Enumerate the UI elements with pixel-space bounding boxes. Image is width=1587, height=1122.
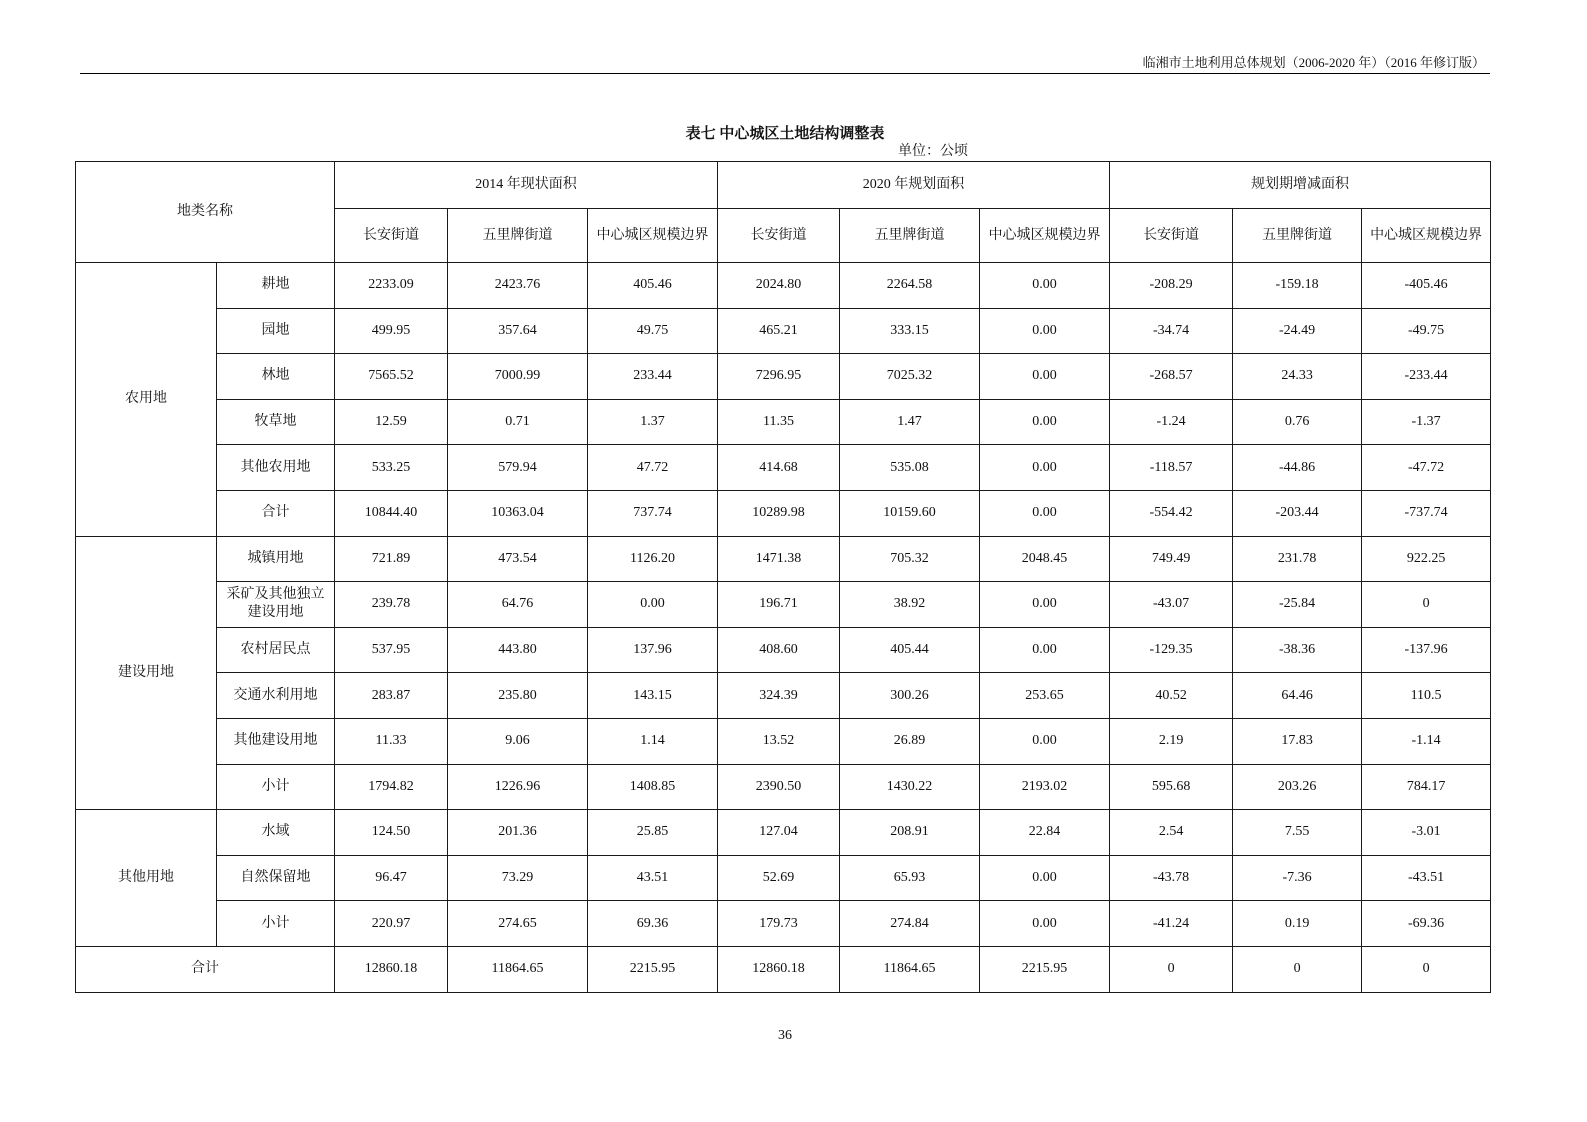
subheader-2020-wulipai: 五里牌街道 (840, 209, 980, 263)
cell-2014-wulipai: 0.71 (448, 399, 588, 445)
cell-change-boundary: -43.51 (1362, 855, 1491, 901)
cell-2020-wulipai: 65.93 (840, 855, 980, 901)
cell-2020-wulipai: 300.26 (840, 673, 980, 719)
cell-2020-boundary: 0.00 (980, 354, 1110, 400)
table-row (76, 536, 1491, 582)
cell-2020-changan: 414.68 (718, 445, 840, 491)
cell-change-wulipai: 17.83 (1233, 718, 1362, 764)
cell-2014-changan: 239.78 (335, 582, 448, 628)
cell-2020-wulipai: 7025.32 (840, 354, 980, 400)
cell-change-wulipai: 231.78 (1233, 536, 1362, 582)
cell-change-wulipai: -44.86 (1233, 445, 1362, 491)
cell-2020-changan: 2390.50 (718, 764, 840, 810)
cell-change-wulipai: -38.36 (1233, 627, 1362, 673)
cell-2020-wulipai: 535.08 (840, 445, 980, 491)
subheader-2014-wulipai: 五里牌街道 (448, 209, 588, 263)
cell-change-wulipai: 64.46 (1233, 673, 1362, 719)
group-header-2020: 2020 年规划面积 (718, 162, 1110, 209)
cell-change-boundary: 922.25 (1362, 536, 1491, 582)
cell-2020-wulipai: 38.92 (840, 582, 980, 628)
cell-2020-wulipai: 705.32 (840, 536, 980, 582)
cell-2020-changan: 324.39 (718, 673, 840, 719)
table-row (76, 354, 1491, 400)
cell-change-wulipai: 203.26 (1233, 764, 1362, 810)
cell-2020-changan: 196.71 (718, 582, 840, 628)
cell-2014-changan: 499.95 (335, 308, 448, 354)
cell-change-boundary: -1.14 (1362, 718, 1491, 764)
row-label (217, 582, 335, 628)
cell-2014-boundary: 43.51 (588, 855, 718, 901)
cell-change-boundary: -737.74 (1362, 490, 1491, 536)
cell-change-boundary: -1.37 (1362, 399, 1491, 445)
grand-total-row (76, 946, 1491, 992)
cell-2014-changan: 10844.40 (335, 490, 448, 536)
cell-2020-boundary: 0.00 (980, 445, 1110, 491)
cell-2014-changan: 283.87 (335, 673, 448, 719)
grand-total-label: 合计 (76, 946, 335, 992)
table-row (76, 263, 1491, 309)
row-label-line: 建设用地 (247, 605, 304, 621)
cell-2020-boundary: 2215.95 (980, 946, 1110, 992)
cell-2020-changan: 11.35 (718, 399, 840, 445)
subheader-2020-boundary: 中心城区规模边界 (980, 209, 1110, 263)
cell-change-boundary: 0 (1362, 946, 1491, 992)
cell-change-boundary: 784.17 (1362, 764, 1491, 810)
cell-2020-boundary: 0.00 (980, 582, 1110, 628)
row-label-line: 采矿及其他独立 (226, 587, 325, 603)
cell-2014-boundary: 47.72 (588, 445, 718, 491)
cell-2014-wulipai: 9.06 (448, 718, 588, 764)
cell-2020-boundary: 0.00 (980, 855, 1110, 901)
category-cell: 农用地 (76, 263, 217, 537)
cell-2014-boundary: 137.96 (588, 627, 718, 673)
cell-2014-changan: 537.95 (335, 627, 448, 673)
cell-2014-boundary: 49.75 (588, 308, 718, 354)
cell-2014-changan: 220.97 (335, 901, 448, 947)
cell-2014-changan: 1794.82 (335, 764, 448, 810)
cell-change-changan: -43.07 (1110, 582, 1233, 628)
cell-change-changan: 749.49 (1110, 536, 1233, 582)
cell-change-wulipai: 24.33 (1233, 354, 1362, 400)
unit-label: 单位：公顷 (898, 144, 968, 159)
cell-2020-boundary: 0.00 (980, 399, 1110, 445)
cell-2020-changan: 52.69 (718, 855, 840, 901)
cell-change-changan: -41.24 (1110, 901, 1233, 947)
land-structure-table (75, 161, 1491, 993)
row-label: 小计 (217, 901, 335, 947)
cell-2020-wulipai: 405.44 (840, 627, 980, 673)
cell-change-changan: 40.52 (1110, 673, 1233, 719)
cell-change-boundary: -47.72 (1362, 445, 1491, 491)
cell-change-changan: 2.19 (1110, 718, 1233, 764)
row-label: 水域 (217, 810, 335, 856)
subheader-change-wulipai: 五里牌街道 (1233, 209, 1362, 263)
cell-change-changan: -34.74 (1110, 308, 1233, 354)
cell-2020-changan: 408.60 (718, 627, 840, 673)
cell-2020-boundary: 253.65 (980, 673, 1110, 719)
cell-2014-wulipai: 73.29 (448, 855, 588, 901)
table-caption: 表七 中心城区土地结构调整表 (685, 126, 885, 142)
row-label: 合计 (217, 490, 335, 536)
cell-2020-changan: 2024.80 (718, 263, 840, 309)
cell-2014-wulipai: 64.76 (448, 582, 588, 628)
cell-2020-boundary: 0.00 (980, 901, 1110, 947)
cell-change-changan: -268.57 (1110, 354, 1233, 400)
cell-change-wulipai: -203.44 (1233, 490, 1362, 536)
row-label: 交通水利用地 (217, 673, 335, 719)
cell-2020-wulipai: 1.47 (840, 399, 980, 445)
cell-2020-boundary: 22.84 (980, 810, 1110, 856)
cell-2014-wulipai: 11864.65 (448, 946, 588, 992)
cell-2014-changan: 2233.09 (335, 263, 448, 309)
cell-2020-changan: 465.21 (718, 308, 840, 354)
cell-change-boundary: 110.5 (1362, 673, 1491, 719)
cell-change-changan: -129.35 (1110, 627, 1233, 673)
subheader-2020-changan: 长安街道 (718, 209, 840, 263)
cell-2014-wulipai: 579.94 (448, 445, 588, 491)
row-label: 耕地 (217, 263, 335, 309)
cell-2020-wulipai: 10159.60 (840, 490, 980, 536)
table-row (76, 582, 1491, 628)
cell-change-boundary: -49.75 (1362, 308, 1491, 354)
cell-2020-wulipai: 274.84 (840, 901, 980, 947)
row-label: 园地 (217, 308, 335, 354)
group-header-change: 规划期增减面积 (1110, 162, 1491, 209)
table-row (76, 399, 1491, 445)
category-cell: 建设用地 (76, 536, 217, 810)
table-row (76, 490, 1491, 536)
cell-2014-changan: 124.50 (335, 810, 448, 856)
land-type-header: 地类名称 (76, 162, 335, 263)
cell-2014-boundary: 143.15 (588, 673, 718, 719)
cell-change-boundary: -233.44 (1362, 354, 1491, 400)
cell-2014-boundary: 25.85 (588, 810, 718, 856)
cell-2020-boundary: 0.00 (980, 718, 1110, 764)
cell-2020-wulipai: 26.89 (840, 718, 980, 764)
cell-change-wulipai: 0.19 (1233, 901, 1362, 947)
cell-2014-boundary: 1.14 (588, 718, 718, 764)
row-label: 牧草地 (217, 399, 335, 445)
cell-2020-changan: 10289.98 (718, 490, 840, 536)
table-row (76, 810, 1491, 856)
table-head (76, 162, 1491, 263)
cell-2014-wulipai: 473.54 (448, 536, 588, 582)
cell-2014-boundary: 405.46 (588, 263, 718, 309)
cell-2020-wulipai: 2264.58 (840, 263, 980, 309)
cell-2020-changan: 179.73 (718, 901, 840, 947)
cell-2014-boundary: 233.44 (588, 354, 718, 400)
group-header-2014: 2014 年现状面积 (335, 162, 718, 209)
cell-change-wulipai: -25.84 (1233, 582, 1362, 628)
cell-2020-boundary: 0.00 (980, 308, 1110, 354)
cell-change-changan: 2.54 (1110, 810, 1233, 856)
page-number: 36 (778, 1028, 792, 1043)
subheader-2014-boundary: 中心城区规模边界 (588, 209, 718, 263)
cell-change-wulipai: -24.49 (1233, 308, 1362, 354)
cell-2020-boundary: 0.00 (980, 627, 1110, 673)
table-row (76, 855, 1491, 901)
cell-2020-boundary: 2048.45 (980, 536, 1110, 582)
cell-change-boundary: -3.01 (1362, 810, 1491, 856)
cell-change-changan: -118.57 (1110, 445, 1233, 491)
cell-2020-changan: 127.04 (718, 810, 840, 856)
cell-2020-changan: 12860.18 (718, 946, 840, 992)
table-row (76, 627, 1491, 673)
row-label: 农村居民点 (217, 627, 335, 673)
cell-2020-wulipai: 333.15 (840, 308, 980, 354)
cell-2014-changan: 533.25 (335, 445, 448, 491)
cell-change-boundary: -137.96 (1362, 627, 1491, 673)
cell-2014-changan: 96.47 (335, 855, 448, 901)
cell-2014-wulipai: 357.64 (448, 308, 588, 354)
cell-change-changan: 595.68 (1110, 764, 1233, 810)
cell-change-boundary: -405.46 (1362, 263, 1491, 309)
cell-2014-wulipai: 1226.96 (448, 764, 588, 810)
cell-2020-wulipai: 208.91 (840, 810, 980, 856)
cell-2014-wulipai: 274.65 (448, 901, 588, 947)
cell-2014-boundary: 69.36 (588, 901, 718, 947)
cell-2014-wulipai: 10363.04 (448, 490, 588, 536)
header-rule (80, 73, 1490, 74)
row-label: 城镇用地 (217, 536, 335, 582)
cell-2020-wulipai: 1430.22 (840, 764, 980, 810)
cell-2020-changan: 1471.38 (718, 536, 840, 582)
cell-change-boundary: -69.36 (1362, 901, 1491, 947)
cell-2014-wulipai: 235.80 (448, 673, 588, 719)
cell-change-changan: 0 (1110, 946, 1233, 992)
cell-2014-wulipai: 7000.99 (448, 354, 588, 400)
category-cell: 其他用地 (76, 810, 217, 947)
cell-2014-wulipai: 2423.76 (448, 263, 588, 309)
table-body (76, 263, 1491, 993)
cell-2014-boundary: 0.00 (588, 582, 718, 628)
cell-2014-changan: 12860.18 (335, 946, 448, 992)
row-label: 小计 (217, 764, 335, 810)
subheader-change-changan: 长安街道 (1110, 209, 1233, 263)
table-row (76, 718, 1491, 764)
table-row (76, 445, 1491, 491)
cell-change-changan: -554.42 (1110, 490, 1233, 536)
cell-2020-boundary: 0.00 (980, 490, 1110, 536)
cell-2014-boundary: 1126.20 (588, 536, 718, 582)
cell-change-changan: -43.78 (1110, 855, 1233, 901)
cell-change-wulipai: -159.18 (1233, 263, 1362, 309)
cell-2014-changan: 12.59 (335, 399, 448, 445)
cell-2014-boundary: 1408.85 (588, 764, 718, 810)
subheader-2014-changan: 长安街道 (335, 209, 448, 263)
row-label: 林地 (217, 354, 335, 400)
table-row (76, 901, 1491, 947)
table-row (76, 673, 1491, 719)
cell-2014-boundary: 1.37 (588, 399, 718, 445)
cell-change-changan: -1.24 (1110, 399, 1233, 445)
subheader-change-boundary: 中心城区规模边界 (1362, 209, 1491, 263)
cell-2014-changan: 7565.52 (335, 354, 448, 400)
cell-2020-changan: 13.52 (718, 718, 840, 764)
row-label: 其他建设用地 (217, 718, 335, 764)
cell-change-boundary: 0 (1362, 582, 1491, 628)
cell-2014-changan: 721.89 (335, 536, 448, 582)
running-header-title: 临湘市土地利用总体规划（2006-2020 年）（2016 年修订版） (1142, 55, 1485, 70)
cell-change-wulipai: 0 (1233, 946, 1362, 992)
cell-2014-wulipai: 201.36 (448, 810, 588, 856)
cell-2020-wulipai: 11864.65 (840, 946, 980, 992)
cell-change-wulipai: 0.76 (1233, 399, 1362, 445)
header-row-groups (76, 162, 1491, 209)
cell-2014-boundary: 2215.95 (588, 946, 718, 992)
table-row (76, 308, 1491, 354)
row-label: 其他农用地 (217, 445, 335, 491)
cell-2020-changan: 7296.95 (718, 354, 840, 400)
cell-2014-changan: 11.33 (335, 718, 448, 764)
cell-change-wulipai: 7.55 (1233, 810, 1362, 856)
cell-2020-boundary: 2193.02 (980, 764, 1110, 810)
cell-change-wulipai: -7.36 (1233, 855, 1362, 901)
cell-2020-boundary: 0.00 (980, 263, 1110, 309)
cell-2014-boundary: 737.74 (588, 490, 718, 536)
table-row (76, 764, 1491, 810)
cell-2014-wulipai: 443.80 (448, 627, 588, 673)
cell-change-changan: -208.29 (1110, 263, 1233, 309)
row-label: 自然保留地 (217, 855, 335, 901)
